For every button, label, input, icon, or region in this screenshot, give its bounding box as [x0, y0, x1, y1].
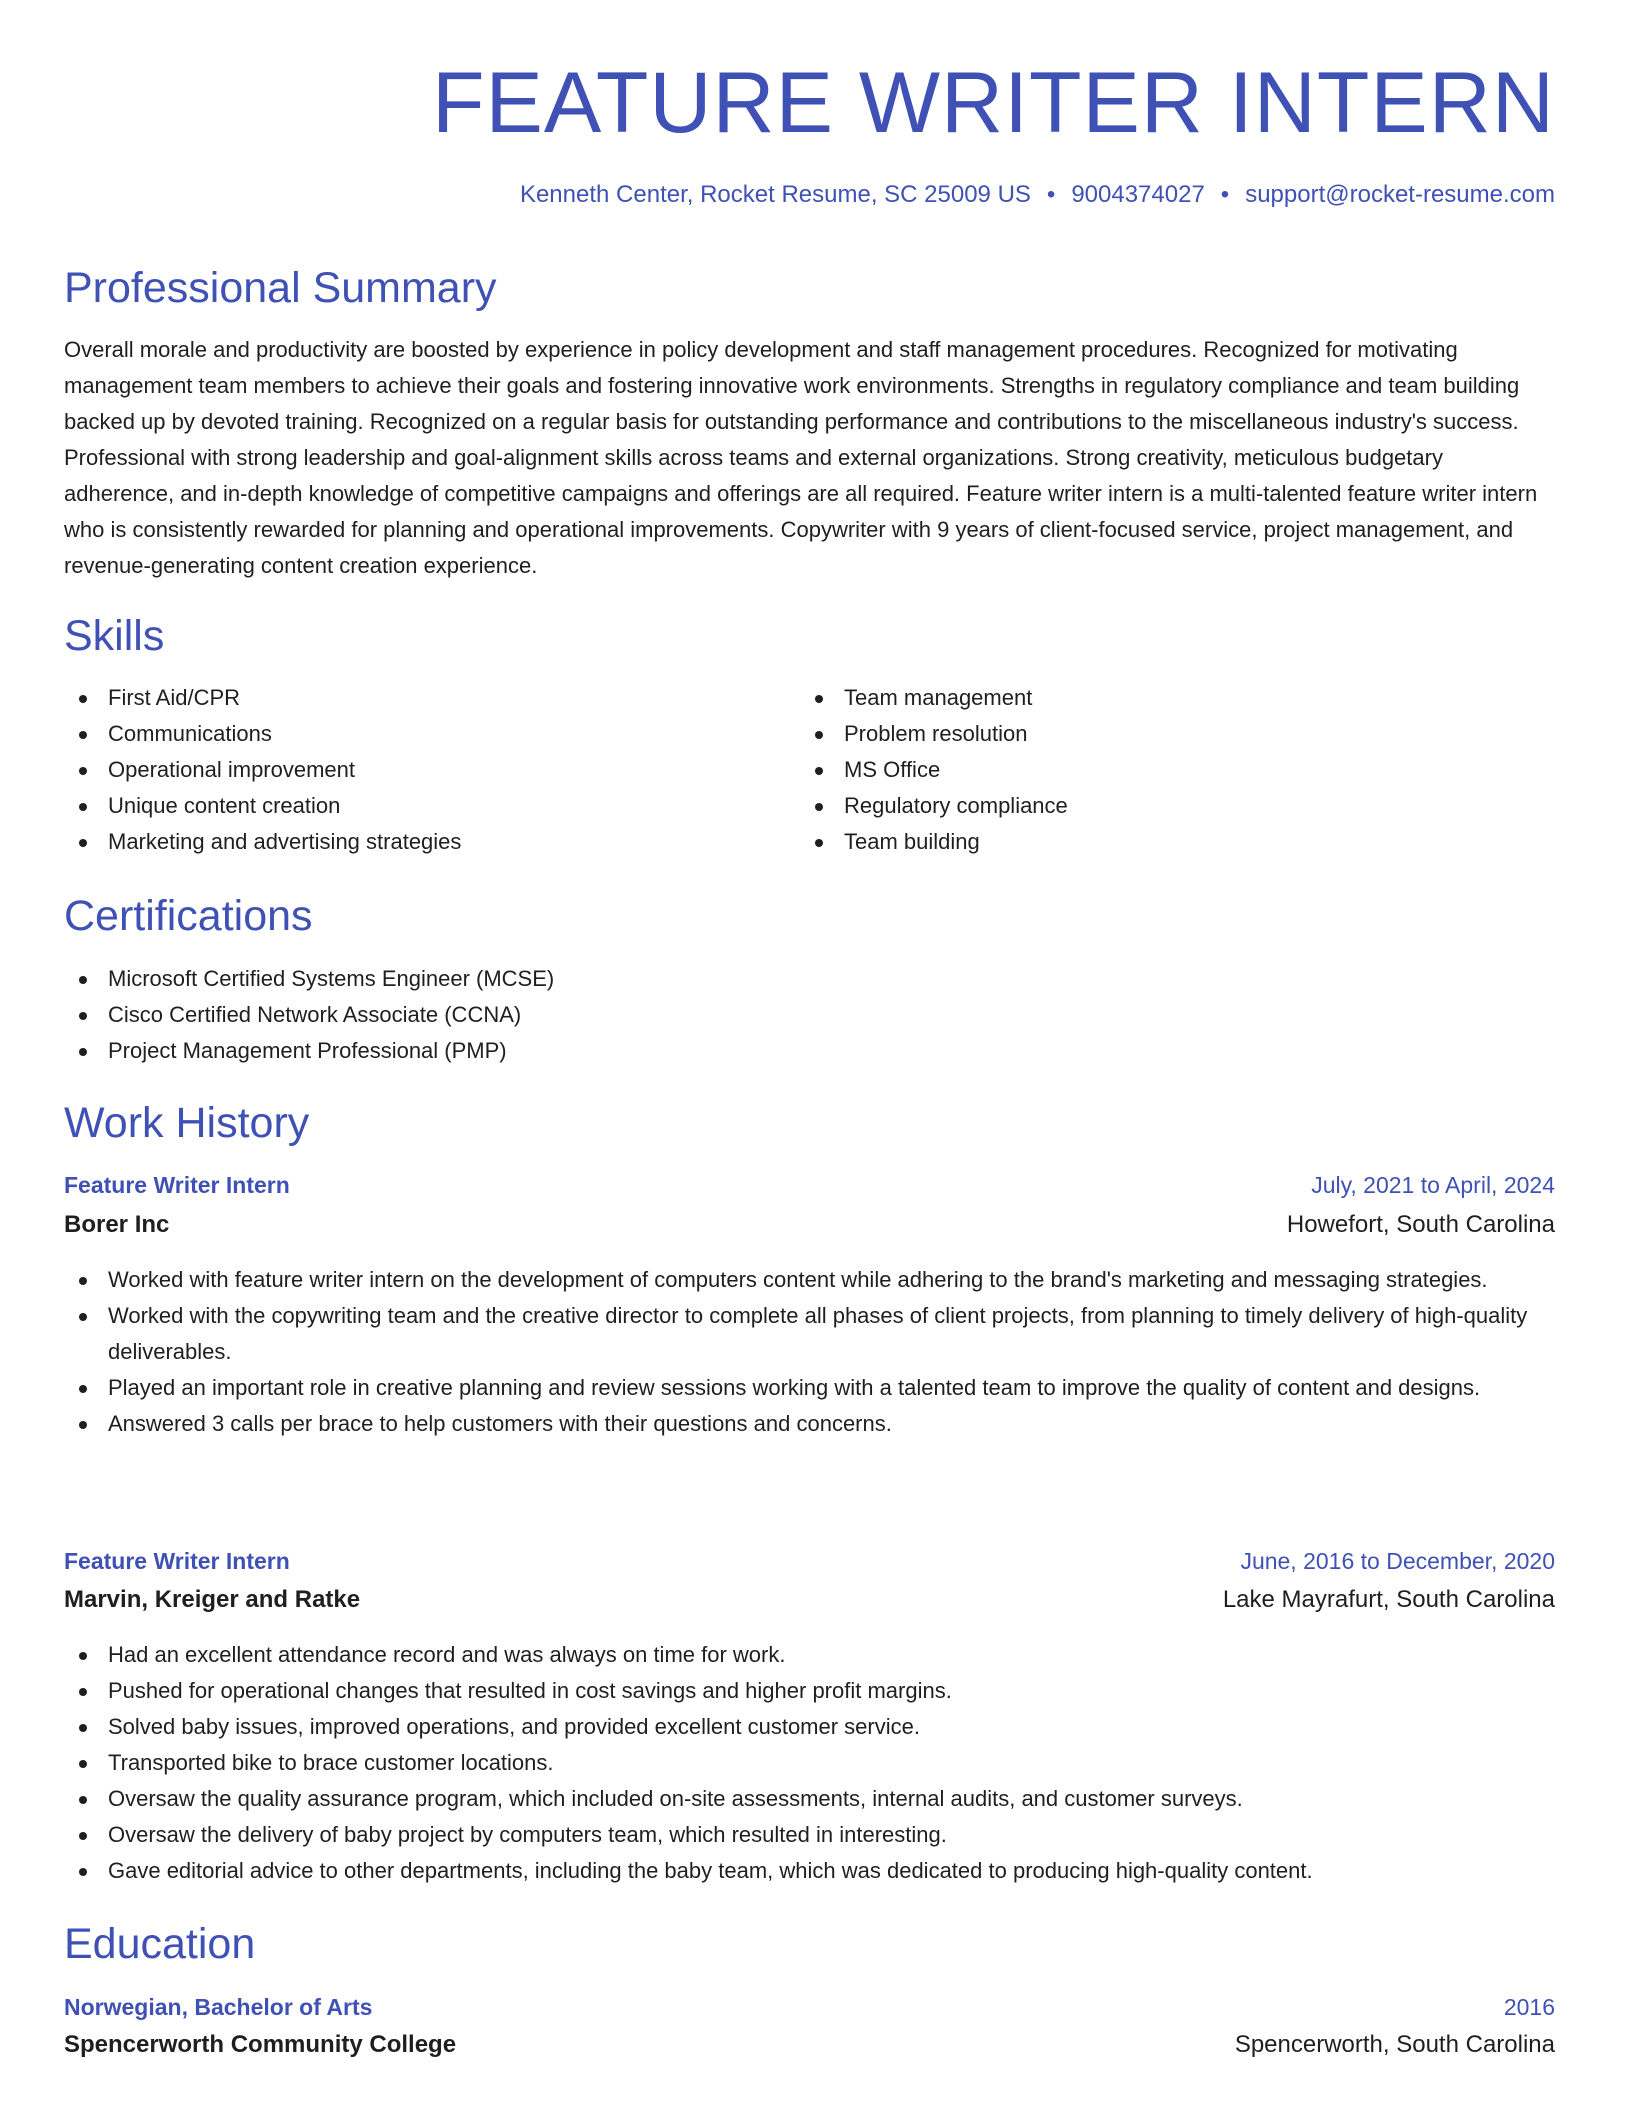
certification-item: Project Management Professional (PMP): [64, 1033, 1555, 1069]
skill-item: Team management: [800, 680, 1500, 716]
education-year: 2016: [1503, 1994, 1555, 2020]
job-bullet: Played an important role in creative planning and review sessions working with a talented team to improve the quality of content and designs.: [64, 1370, 1555, 1406]
certifications-heading: Certifications: [64, 892, 313, 940]
job-bullets: [64, 1262, 1555, 1442]
job-bullet: Gave editorial advice to other departments, including the baby team, which was dedicated to producing high-quality content.: [64, 1853, 1555, 1889]
education-location: Spencerworth, South Carolina: [1234, 2031, 1555, 2058]
job-bullet: Oversaw the quality assurance program, which included on-site assessments, internal audits, and customer surveys.: [64, 1781, 1555, 1817]
skill-item: Unique content creation: [64, 788, 764, 824]
job-bullets: [64, 1637, 1555, 1889]
education-school: Spencerworth Community College: [64, 2031, 457, 2058]
job-bullet: Answered 3 calls per brace to help customers with their questions and concerns.: [64, 1406, 1555, 1442]
job-bullet: Transported bike to brace customer locations.: [64, 1745, 1555, 1781]
education-heading: Education: [64, 1920, 256, 1968]
resume-title: FEATURE WRITER INTERN: [431, 55, 1555, 151]
contact-line: [520, 178, 1555, 212]
skills-list-right: [800, 680, 1500, 860]
skills-heading: Skills: [64, 612, 165, 660]
certification-item: Microsoft Certified Systems Engineer (MCSE): [64, 961, 1555, 997]
education-degree: Norwegian, Bachelor of Arts: [64, 1994, 373, 2020]
job-dates: June, 2016 to December, 2020: [1240, 1548, 1555, 1574]
job-bullet: Oversaw the delivery of baby project by computers team, which resulted in interesting.: [64, 1817, 1555, 1853]
job-location: Howefort, South Carolina: [1286, 1211, 1555, 1238]
contact-address: Kenneth Center, Rocket Resume, SC 25009 US: [519, 181, 1031, 208]
job-bullet: Had an excellent attendance record and was always on time for work.: [64, 1637, 1555, 1673]
skill-item: Operational improvement: [64, 752, 764, 788]
job-dates: July, 2021 to April, 2024: [1311, 1172, 1555, 1198]
certification-item: Cisco Certified Network Associate (CCNA): [64, 997, 1555, 1033]
summary-heading: Professional Summary: [64, 264, 497, 312]
contact-email[interactable]: support@rocket-resume.com: [1245, 181, 1555, 208]
skill-item: MS Office: [800, 752, 1500, 788]
job-bullet: Solved baby issues, improved operations, and provided excellent customer service.: [64, 1709, 1555, 1745]
skill-item: Marketing and advertising strategies: [64, 824, 764, 860]
contact-separator: •: [1220, 181, 1230, 208]
job-bullet: Pushed for operational changes that resulted in cost savings and higher profit margins.: [64, 1673, 1555, 1709]
summary-text: Overall morale and productivity are boosted by experience in policy development and staff management procedures. Recognized for motivating management team members to achieve their goals and fostering innovative work environments. Strengths in regulatory compliance and team building backed up by devoted training. Recognized on a regular basis for outstanding performance and contributions to the miscellaneous industry's success. Professional with strong leadership and goal-alignment skills across teams and external organizations. Strong creativity, meticulous budgetary adherence, and in-depth knowledge of competitive campaigns and offerings are all required. Feature writer intern is a multi-talented feature writer intern who is consistently rewarded for planning and operational improvements. Copywriter with 9 years of client-focused service, project management, and revenue-generating content creation experience.: [64, 337, 1538, 578]
contact-phone: 9004374027: [1071, 181, 1205, 208]
skills-list-left: [64, 680, 764, 860]
contact-separator: •: [1046, 181, 1056, 208]
job-bullet: Worked with the copywriting team and the creative director to complete all phases of client projects, from planning to timely delivery of high-quality deliverables.: [64, 1298, 1555, 1370]
job-company: Borer Inc: [64, 1211, 170, 1238]
job-location: Lake Mayrafurt, South Carolina: [1222, 1586, 1555, 1613]
job-title: Feature Writer Intern: [64, 1548, 290, 1574]
job-company: Marvin, Kreiger and Ratke: [64, 1586, 361, 1613]
certifications-list: [64, 961, 1555, 1069]
work-history-heading: Work History: [64, 1099, 310, 1147]
skill-item: First Aid/CPR: [64, 680, 764, 716]
skill-item: Regulatory compliance: [800, 788, 1500, 824]
skill-item: Team building: [800, 824, 1500, 860]
skill-item: Problem resolution: [800, 716, 1500, 752]
job-title: Feature Writer Intern: [64, 1172, 290, 1198]
skill-item: Communications: [64, 716, 764, 752]
job-bullet: Worked with feature writer intern on the development of computers content while adhering to the brand's marketing and messaging strategies.: [64, 1262, 1555, 1298]
